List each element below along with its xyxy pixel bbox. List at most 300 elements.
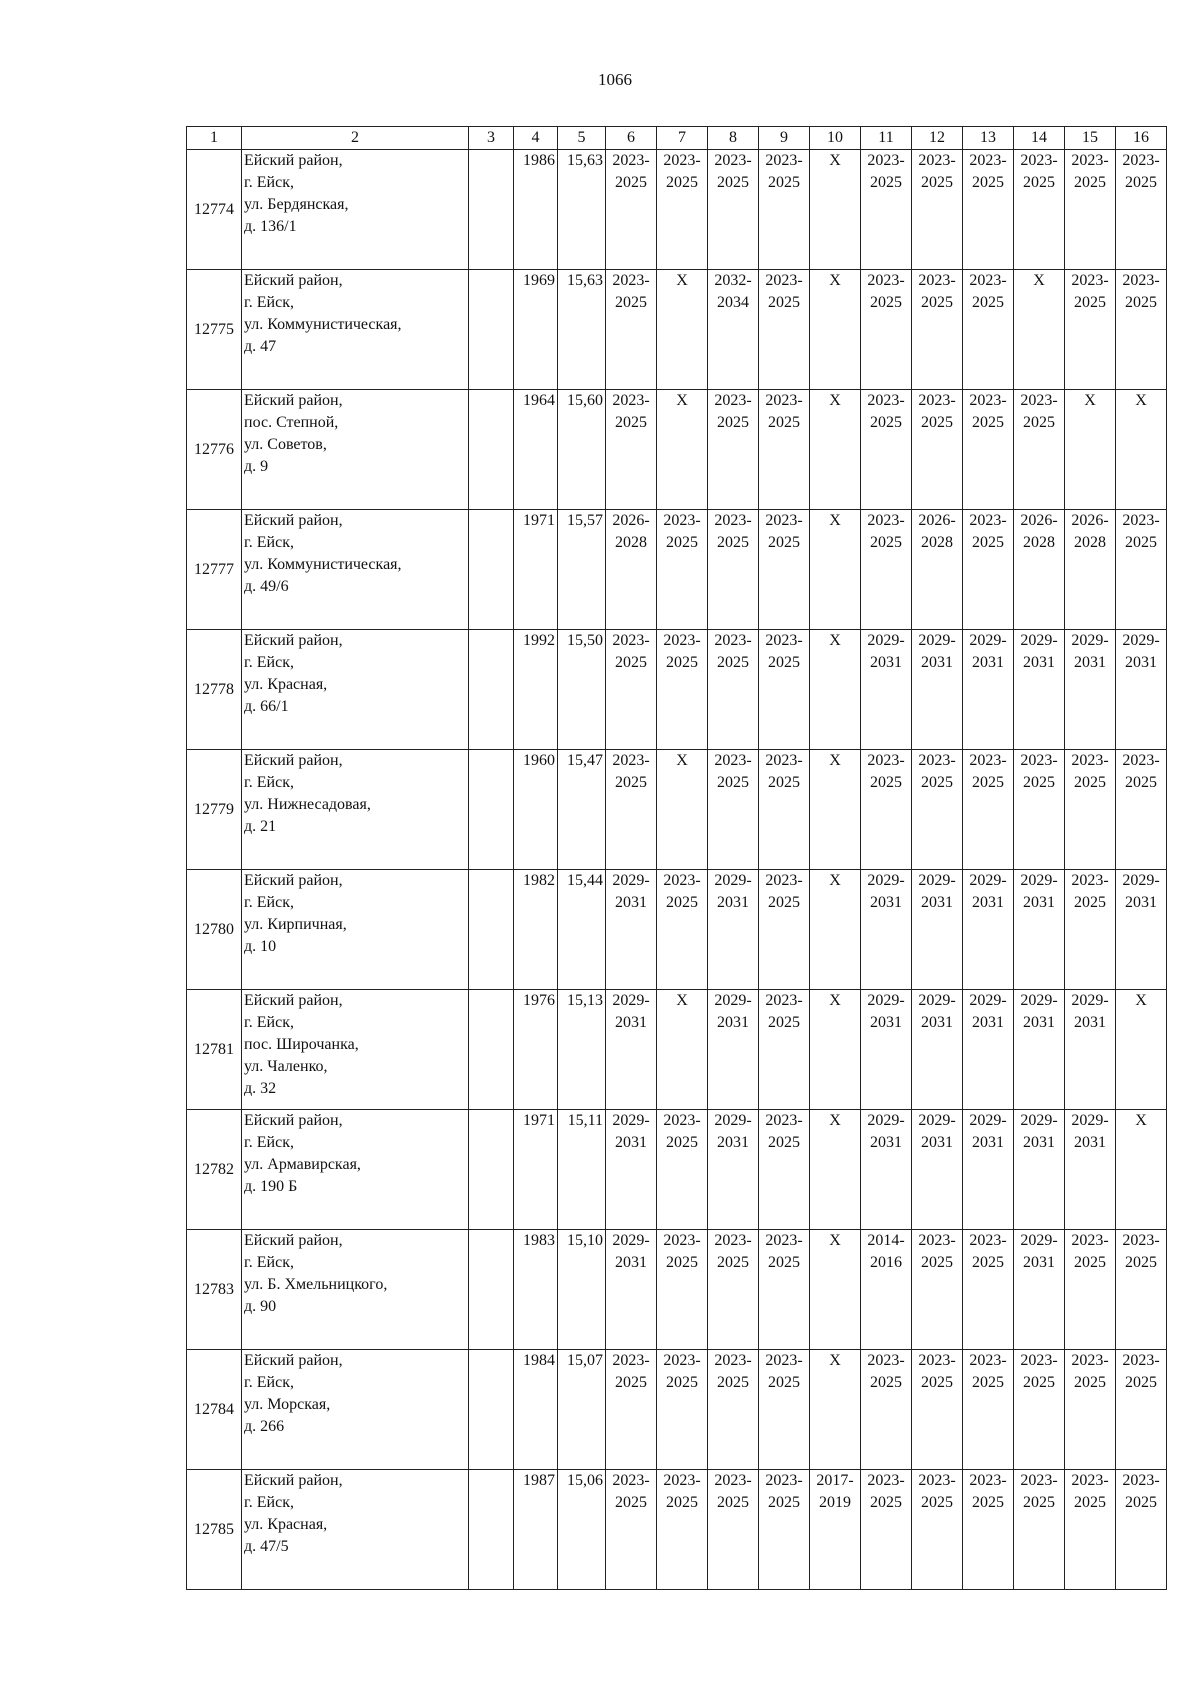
period-part: 2023- <box>663 872 701 889</box>
period-cell <box>708 990 759 1110</box>
period-part: 2025 <box>972 1254 1004 1271</box>
period-cell <box>912 750 963 870</box>
address-line: ул. Морская, <box>244 1396 331 1413</box>
row-id: 12776 <box>187 390 242 510</box>
period-cell <box>759 270 810 390</box>
period-part: 2025 <box>870 534 902 551</box>
period-cell <box>1116 510 1167 630</box>
period-cell <box>657 870 708 990</box>
row-id: 12784 <box>187 1350 242 1470</box>
period-part: 2029- <box>1020 632 1058 649</box>
address-line: г. Ейск, <box>244 1254 294 1271</box>
period-cell <box>606 750 657 870</box>
table-row <box>187 270 1167 390</box>
table-row <box>187 390 1167 510</box>
period-cell <box>759 390 810 510</box>
address-line: д. 47 <box>244 338 277 355</box>
period-cell <box>912 1230 963 1350</box>
period-part: 2025 <box>972 774 1004 791</box>
address-line: г. Ейск, <box>244 1494 294 1511</box>
period-part: 2023- <box>867 152 905 169</box>
period-part: 2025 <box>768 1374 800 1391</box>
period-part: 2029- <box>867 1112 905 1129</box>
period-cell <box>810 1470 861 1590</box>
column-header-16: 16 <box>1116 127 1167 150</box>
period-part: 2025 <box>921 1374 953 1391</box>
column-header-5: 5 <box>558 127 606 150</box>
column-header-14: 14 <box>1014 127 1065 150</box>
period-cell <box>1014 1470 1065 1590</box>
period-part: 2025 <box>615 1494 647 1511</box>
period-part: 2025 <box>1023 174 1055 191</box>
period-part: 2023- <box>918 1232 956 1249</box>
period-cell <box>963 1350 1014 1470</box>
period-cell <box>759 630 810 750</box>
period-cell <box>861 1350 912 1470</box>
period-part: 2023- <box>867 512 905 529</box>
period-cell <box>912 390 963 510</box>
value-cell: 15,50 <box>558 630 606 750</box>
address-line: д. 90 <box>244 1298 277 1315</box>
period-part: 2023- <box>1071 1472 1109 1489</box>
period-cell <box>1065 630 1116 750</box>
period-part: 2025 <box>870 1494 902 1511</box>
period-part: 2029- <box>969 632 1007 649</box>
period-cell <box>606 1230 657 1350</box>
period-part: 2023- <box>714 512 752 529</box>
period-part: 2023- <box>714 1352 752 1369</box>
period-cell <box>912 270 963 390</box>
address-line: ул. Армавирская, <box>244 1156 361 1173</box>
period-cell <box>1116 150 1167 270</box>
period-part: 2028 <box>615 534 647 551</box>
period-part: 2023- <box>663 1472 701 1489</box>
page-number: 1066 <box>598 70 632 89</box>
period-part: 2023- <box>969 512 1007 529</box>
address-line: д. 21 <box>244 818 277 835</box>
period-part: 2031 <box>1023 1254 1055 1271</box>
period-cell <box>759 990 810 1110</box>
period-cell <box>1014 750 1065 870</box>
column-header-11: 11 <box>861 127 912 150</box>
period-part: 2025 <box>666 174 698 191</box>
column-3-cell <box>469 870 514 990</box>
period-cell <box>861 1110 912 1230</box>
address-line: Ейский район, <box>244 752 343 769</box>
period-part: 2023- <box>612 272 650 289</box>
address-line: ул. Коммунистическая, <box>244 556 402 573</box>
period-part: 2031 <box>1074 654 1106 671</box>
address-line: ул. Нижнесадовая, <box>244 796 371 813</box>
table-row <box>187 990 1167 1110</box>
period-part: 2025 <box>768 1254 800 1271</box>
period-cell <box>708 750 759 870</box>
address-cell <box>242 870 469 990</box>
period-part: 2023- <box>714 392 752 409</box>
period-cell <box>606 1350 657 1470</box>
period-part: 2029- <box>1071 632 1109 649</box>
period-part: 2025 <box>615 294 647 311</box>
period-part: 2023- <box>918 152 956 169</box>
column-header-4: 4 <box>514 127 558 150</box>
period-part: 2029- <box>1020 992 1058 1009</box>
period-part: 2025 <box>666 1494 698 1511</box>
row-id: 12781 <box>187 990 242 1110</box>
period-cell <box>657 1470 708 1590</box>
register-table <box>186 126 1167 1590</box>
year-cell: 1986 <box>514 150 558 270</box>
column-3-cell <box>469 1110 514 1230</box>
period-part: 2023- <box>612 752 650 769</box>
period-part: 2025 <box>717 1494 749 1511</box>
period-part: 2031 <box>717 1134 749 1151</box>
period-part: 2023- <box>1122 152 1160 169</box>
address-line: Ейский район, <box>244 152 343 169</box>
period-part: 2031 <box>972 1014 1004 1031</box>
period-part: 2025 <box>870 174 902 191</box>
period-part: 2023- <box>867 1472 905 1489</box>
period-part: 2023- <box>612 1472 650 1489</box>
period-cell <box>1065 1470 1116 1590</box>
period-part: 2023- <box>765 992 803 1009</box>
period-part: 2031 <box>1023 1134 1055 1151</box>
period-cell <box>861 510 912 630</box>
period-part: 2025 <box>921 174 953 191</box>
period-cell <box>1065 270 1116 390</box>
address-line: г. Ейск, <box>244 1374 294 1391</box>
period-part: 2026- <box>1020 512 1058 529</box>
column-3-cell <box>469 750 514 870</box>
period-part: 2023- <box>1071 872 1109 889</box>
period-cell <box>861 630 912 750</box>
period-part: 2023- <box>663 512 701 529</box>
period-part: 2025 <box>717 534 749 551</box>
address-line: д. 136/1 <box>244 218 297 235</box>
row-id: 12779 <box>187 750 242 870</box>
address-line: ул. Советов, <box>244 436 327 453</box>
column-header-1: 1 <box>187 127 242 150</box>
period-part: 2029- <box>867 872 905 889</box>
period-part: 2029- <box>969 992 1007 1009</box>
period-cell <box>657 630 708 750</box>
period-cell <box>1065 1230 1116 1350</box>
period-part: 2023- <box>867 1352 905 1369</box>
period-cell: X <box>810 1350 861 1470</box>
address-line: г. Ейск, <box>244 774 294 791</box>
period-part: 2025 <box>1125 774 1157 791</box>
address-line: ул. Бердянская, <box>244 196 349 213</box>
period-part: 2029- <box>1071 992 1109 1009</box>
period-part: 2023- <box>1071 1232 1109 1249</box>
period-cell <box>1014 1110 1065 1230</box>
column-header-15: 15 <box>1065 127 1116 150</box>
period-part: 2029- <box>714 1112 752 1129</box>
year-cell: 1971 <box>514 1110 558 1230</box>
period-cell <box>1065 1110 1116 1230</box>
period-part: 2023- <box>1122 1352 1160 1369</box>
period-part: 2023- <box>918 1352 956 1369</box>
period-part: 2023- <box>1020 392 1058 409</box>
period-part: 2023- <box>663 1352 701 1369</box>
period-cell: X <box>810 1110 861 1230</box>
period-part: 2029- <box>1020 1112 1058 1129</box>
period-cell <box>861 270 912 390</box>
year-cell: 1987 <box>514 1470 558 1590</box>
period-part: 2031 <box>615 1254 647 1271</box>
period-part: 2025 <box>972 1494 1004 1511</box>
period-part: 2025 <box>717 1374 749 1391</box>
period-part: 2029- <box>867 992 905 1009</box>
row-id: 12777 <box>187 510 242 630</box>
period-cell <box>657 1230 708 1350</box>
period-cell <box>963 1470 1014 1590</box>
address-cell <box>242 750 469 870</box>
period-part: 2023- <box>1122 752 1160 769</box>
period-part: 2025 <box>921 774 953 791</box>
address-line: Ейский район, <box>244 1352 343 1369</box>
period-part: 2029- <box>918 1112 956 1129</box>
period-cell <box>1065 510 1116 630</box>
row-id: 12775 <box>187 270 242 390</box>
period-cell: X <box>810 990 861 1110</box>
year-cell: 1976 <box>514 990 558 1110</box>
period-part: 2025 <box>870 774 902 791</box>
address-line: Ейский район, <box>244 1232 343 1249</box>
column-header-10: 10 <box>810 127 861 150</box>
period-part: 2025 <box>921 294 953 311</box>
year-cell: 1969 <box>514 270 558 390</box>
period-part: 2025 <box>768 894 800 911</box>
period-cell <box>963 150 1014 270</box>
period-cell <box>606 870 657 990</box>
table-row <box>187 1110 1167 1230</box>
period-part: 2023- <box>969 392 1007 409</box>
period-part: 2025 <box>1125 1254 1157 1271</box>
period-part: 2031 <box>870 1014 902 1031</box>
period-part: 2029- <box>1071 1112 1109 1129</box>
address-cell <box>242 270 469 390</box>
period-part: 2023- <box>714 632 752 649</box>
address-cell <box>242 1230 469 1350</box>
value-cell: 15,13 <box>558 990 606 1110</box>
address-line: д. 49/6 <box>244 578 289 595</box>
period-part: 2023- <box>612 392 650 409</box>
period-cell <box>861 390 912 510</box>
period-part: 2023- <box>612 1352 650 1369</box>
period-cell: X <box>810 150 861 270</box>
period-part: 2031 <box>972 654 1004 671</box>
period-cell <box>708 630 759 750</box>
period-part: 2023- <box>765 632 803 649</box>
period-part: 2029- <box>714 992 752 1009</box>
period-part: 2029- <box>918 992 956 1009</box>
period-part: 2016 <box>870 1254 902 1271</box>
row-id: 12780 <box>187 870 242 990</box>
period-cell: X <box>657 750 708 870</box>
period-cell <box>759 1110 810 1230</box>
period-part: 2023- <box>1020 1472 1058 1489</box>
table-row <box>187 1350 1167 1470</box>
period-cell <box>1014 1350 1065 1470</box>
period-cell <box>912 1470 963 1590</box>
table-row <box>187 750 1167 870</box>
period-part: 2025 <box>666 1134 698 1151</box>
period-part: 2031 <box>615 1014 647 1031</box>
address-line: г. Ейск, <box>244 534 294 551</box>
period-part: 2025 <box>768 1494 800 1511</box>
period-part: 2025 <box>1125 1494 1157 1511</box>
column-header-3: 3 <box>469 127 514 150</box>
period-cell <box>1116 1350 1167 1470</box>
period-part: 2025 <box>870 1374 902 1391</box>
period-cell <box>606 270 657 390</box>
period-cell <box>759 870 810 990</box>
address-line: Ейский район, <box>244 512 343 529</box>
period-part: 2025 <box>1125 174 1157 191</box>
period-part: 2025 <box>768 1134 800 1151</box>
address-line: ул. Красная, <box>244 1516 328 1533</box>
period-cell <box>912 990 963 1110</box>
period-cell <box>657 510 708 630</box>
period-cell <box>1014 990 1065 1110</box>
value-cell: 15,63 <box>558 150 606 270</box>
period-part: 2023- <box>765 1112 803 1129</box>
value-cell: 15,63 <box>558 270 606 390</box>
period-part: 2025 <box>666 654 698 671</box>
address-line: г. Ейск, <box>244 174 294 191</box>
period-part: 2023- <box>765 1472 803 1489</box>
period-part: 2023- <box>765 1352 803 1369</box>
period-part: 2025 <box>1125 534 1157 551</box>
period-cell <box>606 390 657 510</box>
period-part: 2025 <box>615 774 647 791</box>
column-header-7: 7 <box>657 127 708 150</box>
period-part: 2031 <box>972 894 1004 911</box>
period-cell <box>657 150 708 270</box>
period-cell <box>1116 1470 1167 1590</box>
period-part: 2023- <box>867 392 905 409</box>
period-cell <box>1116 270 1167 390</box>
period-part: 2025 <box>972 1374 1004 1391</box>
column-3-cell <box>469 630 514 750</box>
period-part: 2025 <box>1074 894 1106 911</box>
period-cell <box>708 1470 759 1590</box>
period-part: 2031 <box>1023 894 1055 911</box>
period-part: 2029- <box>612 872 650 889</box>
period-cell <box>708 150 759 270</box>
period-part: 2023- <box>867 752 905 769</box>
address-line: ул. Коммунистическая, <box>244 316 402 333</box>
period-part: 2023- <box>765 272 803 289</box>
address-line: Ейский район, <box>244 632 343 649</box>
period-cell <box>606 150 657 270</box>
year-cell: 1971 <box>514 510 558 630</box>
value-cell: 15,06 <box>558 1470 606 1590</box>
period-cell: X <box>810 390 861 510</box>
address-line: д. 190 Б <box>244 1178 298 1195</box>
period-part: 2023- <box>714 152 752 169</box>
period-part: 2025 <box>768 1014 800 1031</box>
period-part: 2025 <box>717 414 749 431</box>
period-part: 2023- <box>714 1232 752 1249</box>
period-part: 2023- <box>969 152 1007 169</box>
year-cell: 1964 <box>514 390 558 510</box>
period-part: 2029- <box>1020 1232 1058 1249</box>
period-part: 2031 <box>1023 1014 1055 1031</box>
period-part: 2025 <box>1125 1374 1157 1391</box>
address-cell <box>242 1350 469 1470</box>
table-row <box>187 630 1167 750</box>
period-part: 2025 <box>1023 774 1055 791</box>
period-part: 2023- <box>918 1472 956 1489</box>
period-part: 2029- <box>1020 872 1058 889</box>
period-cell <box>1014 630 1065 750</box>
period-part: 2023- <box>969 272 1007 289</box>
period-cell: X <box>1116 990 1167 1110</box>
period-cell: X <box>810 630 861 750</box>
table-row <box>187 870 1167 990</box>
period-part: 2025 <box>1023 1374 1055 1391</box>
period-part: 2029- <box>612 992 650 1009</box>
period-part: 2023- <box>1071 272 1109 289</box>
period-part: 2023- <box>765 752 803 769</box>
period-part: 2025 <box>972 174 1004 191</box>
header-row <box>187 127 1167 150</box>
column-3-cell <box>469 990 514 1110</box>
period-part: 2023- <box>918 392 956 409</box>
period-cell <box>861 1470 912 1590</box>
period-cell <box>861 750 912 870</box>
period-part: 2031 <box>870 894 902 911</box>
period-part: 2023- <box>969 752 1007 769</box>
value-cell: 15,60 <box>558 390 606 510</box>
address-line: г. Ейск, <box>244 1134 294 1151</box>
period-part: 2028 <box>1074 534 1106 551</box>
row-id: 12782 <box>187 1110 242 1230</box>
period-cell <box>759 750 810 870</box>
period-part: 2019 <box>819 1494 851 1511</box>
period-cell <box>708 270 759 390</box>
period-part: 2025 <box>1023 414 1055 431</box>
period-cell: X <box>1014 270 1065 390</box>
period-part: 2023- <box>765 392 803 409</box>
address-line: ул. Красная, <box>244 676 328 693</box>
period-part: 2025 <box>768 654 800 671</box>
address-line: д. 9 <box>244 458 269 475</box>
period-part: 2025 <box>921 1494 953 1511</box>
period-part: 2031 <box>1074 1014 1106 1031</box>
table-row <box>187 1230 1167 1350</box>
period-cell: X <box>1116 390 1167 510</box>
period-cell <box>1065 870 1116 990</box>
value-cell: 15,10 <box>558 1230 606 1350</box>
period-cell <box>759 1470 810 1590</box>
address-line: Ейский район, <box>244 872 343 889</box>
address-cell <box>242 390 469 510</box>
period-part: 2025 <box>717 174 749 191</box>
period-cell <box>912 150 963 270</box>
period-cell <box>606 510 657 630</box>
period-part: 2023- <box>1122 1472 1160 1489</box>
address-line: г. Ейск, <box>244 1014 294 1031</box>
column-header-8: 8 <box>708 127 759 150</box>
period-part: 2025 <box>1023 1494 1055 1511</box>
period-cell: X <box>1065 390 1116 510</box>
period-cell <box>963 1230 1014 1350</box>
period-part: 2031 <box>1023 654 1055 671</box>
address-line: д. 266 <box>244 1418 285 1435</box>
period-part: 2025 <box>768 534 800 551</box>
